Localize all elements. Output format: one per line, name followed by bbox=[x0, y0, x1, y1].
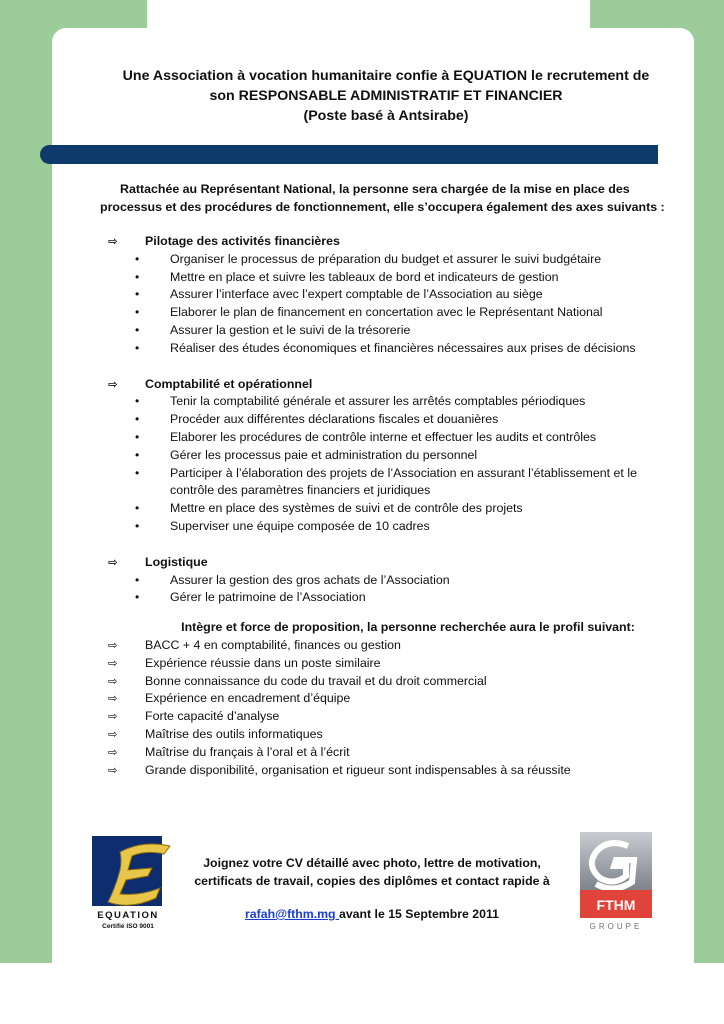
section-title bbox=[108, 554, 678, 572]
list-item-text: Mettre en place des systèmes de suivi et de contrôle des projets bbox=[170, 501, 523, 516]
bullet-list bbox=[108, 572, 678, 608]
profile-section bbox=[108, 619, 678, 779]
list-item-text: Mettre en place et suivre les tableaux de bord et indicateurs de gestion bbox=[170, 269, 559, 284]
footer-email-line bbox=[180, 905, 564, 923]
section-title-text: Comptabilité et opérationnel bbox=[145, 376, 313, 391]
requirement-item bbox=[108, 690, 678, 708]
section-title-text: Pilotage des activités financières bbox=[145, 234, 340, 248]
bullet-icon: • bbox=[135, 501, 140, 516]
bullet-icon: • bbox=[135, 322, 140, 337]
requirement-item bbox=[108, 673, 678, 691]
title-line-3: (Poste basé à Antsirabe) bbox=[303, 108, 469, 124]
right-green-frame bbox=[694, 0, 724, 963]
navy-banner bbox=[40, 145, 658, 164]
requirement-text: Forte capacité d’analyse bbox=[145, 709, 280, 724]
fthm-logo-sub: GROUPE bbox=[589, 922, 643, 931]
equation-logo-name: EQUATION bbox=[97, 910, 159, 921]
list-item bbox=[108, 269, 678, 287]
bullet-icon: • bbox=[135, 590, 140, 605]
title-line-1: Une Association à vocation humanitaire confie à EQUATION le recrutement de bbox=[122, 68, 650, 84]
deadline-text: avant le 15 Septembre 2011 bbox=[339, 907, 499, 921]
arrow-icon: ⇨ bbox=[108, 744, 118, 759]
list-item-text: Procéder aux différentes déclarations fiscales et douanières bbox=[170, 412, 499, 427]
list-item bbox=[108, 447, 678, 465]
list-item-text: Gérer les processus paie et administration du personnel bbox=[170, 447, 478, 462]
list-item bbox=[108, 500, 678, 518]
main-content bbox=[108, 233, 678, 779]
list-item bbox=[108, 411, 678, 429]
list-item-text: Assurer la gestion et le suivi de la trésorerie bbox=[170, 322, 411, 337]
footer-line-1: Joignez votre CV détaillé avec photo, lettre de motivation, bbox=[203, 856, 541, 870]
list-item bbox=[108, 518, 678, 536]
arrow-icon: ⇨ bbox=[108, 554, 118, 569]
footer-line-2: certificats de travail, copies des diplômes et contact rapide à bbox=[194, 874, 550, 888]
bullet-icon: • bbox=[135, 412, 140, 427]
list-item bbox=[108, 286, 678, 304]
list-item-text: Gérer le patrimoine de l’Association bbox=[170, 590, 366, 605]
list-item-text: Superviser une équipe composée de 10 cadres bbox=[170, 518, 430, 533]
list-item bbox=[108, 340, 678, 358]
list-item-text: Organiser le processus de préparation du budget et assurer le suivi budgétaire bbox=[170, 251, 602, 266]
arrow-icon: ⇨ bbox=[108, 637, 118, 652]
list-item-text: Elaborer les procédures de contrôle interne et effectuer les audits et contrôles bbox=[170, 429, 597, 444]
list-item bbox=[108, 304, 678, 322]
requirement-item bbox=[108, 655, 678, 673]
requirement-text: Grande disponibilité, organisation et rigueur sont indispensables à sa réussite bbox=[145, 762, 571, 777]
equation-logo bbox=[90, 834, 174, 930]
bullet-icon: • bbox=[135, 518, 140, 533]
list-item bbox=[108, 322, 678, 340]
arrow-icon: ⇨ bbox=[108, 726, 118, 741]
arrow-icon: ⇨ bbox=[108, 655, 118, 670]
section-title-text: Logistique bbox=[145, 554, 208, 569]
list-item bbox=[108, 589, 678, 607]
bullet-icon: • bbox=[135, 287, 140, 302]
requirement-text: Bonne connaissance du code du travail et du droit commercial bbox=[145, 673, 487, 688]
arrow-icon: ⇨ bbox=[108, 234, 118, 248]
fthm-logo bbox=[578, 832, 656, 932]
requirement-item bbox=[108, 762, 678, 780]
page-title bbox=[60, 66, 712, 126]
list-item-text: Elaborer le plan de financement en concertation avec le Représentant National bbox=[170, 305, 603, 320]
requirement-item bbox=[108, 726, 678, 744]
section-title bbox=[108, 376, 678, 394]
list-item-text: Assurer l’interface avec l’expert comptable de l’Association au siège bbox=[170, 287, 543, 302]
list-item-text: Participer à l’élaboration des projets de l’Association en assurant l’établissement et le contrôle des paramètres financiers et juridiques bbox=[170, 465, 637, 498]
requirement-item bbox=[108, 637, 678, 655]
requirement-text: Maîtrise du français à l’oral et à l’écrit bbox=[145, 744, 350, 759]
left-green-frame bbox=[0, 0, 52, 963]
section-2 bbox=[108, 554, 678, 607]
section-title bbox=[108, 233, 678, 251]
arrow-icon: ⇨ bbox=[108, 709, 118, 724]
bullet-icon: • bbox=[135, 340, 140, 355]
profile-title: Intègre et force de proposition, la personne recherchée aura le profil suivant: bbox=[181, 620, 635, 635]
section-0 bbox=[108, 233, 678, 358]
arrow-icon: ⇨ bbox=[108, 762, 118, 777]
requirement-item bbox=[108, 708, 678, 726]
arrow-icon: ⇨ bbox=[108, 673, 118, 688]
list-item-text: Réaliser des études économiques et financières nécessaires aux prises de décisions bbox=[170, 340, 636, 355]
list-item bbox=[108, 465, 678, 501]
bullet-icon: • bbox=[135, 251, 140, 266]
bullet-icon: • bbox=[135, 447, 140, 462]
list-item bbox=[108, 572, 678, 590]
email-link[interactable]: rafah@fthm.mg bbox=[245, 907, 339, 921]
intro-line-1: Rattachée au Représentant National, la personne sera chargée de la mise en place des bbox=[120, 182, 630, 196]
requirement-text: BACC + 4 en comptabilité, finances ou gestion bbox=[145, 637, 401, 652]
bullet-icon: • bbox=[135, 429, 140, 444]
list-item bbox=[108, 429, 678, 447]
list-item-text: Tenir la comptabilité générale et assurer les arrêtés comptables périodiques bbox=[170, 394, 586, 409]
bullet-list bbox=[108, 251, 678, 358]
application-instructions bbox=[180, 854, 564, 923]
arrow-icon: ⇨ bbox=[108, 691, 118, 706]
requirement-text: Maîtrise des outils informatiques bbox=[145, 726, 323, 741]
bullet-icon: • bbox=[135, 465, 140, 480]
bullet-icon: • bbox=[135, 572, 140, 587]
bullet-icon: • bbox=[135, 394, 140, 409]
bullet-icon: • bbox=[135, 269, 140, 284]
bullet-list bbox=[108, 393, 678, 535]
bullet-icon: • bbox=[135, 305, 140, 320]
fthm-logo-name: FTHM bbox=[596, 897, 636, 913]
section-1 bbox=[108, 376, 678, 536]
arrow-icon: ⇨ bbox=[108, 376, 118, 391]
equation-logo-cert: Certifié ISO 9001 bbox=[102, 923, 154, 930]
list-item bbox=[108, 393, 678, 411]
title-line-2: son RESPONSABLE ADMINISTRATIF ET FINANCIER bbox=[209, 88, 563, 104]
requirement-item bbox=[108, 744, 678, 762]
intro-line-2: processus et des procédures de fonctionnement, elle s’occupera également des axes suivants : bbox=[100, 200, 665, 214]
list-item bbox=[108, 251, 678, 269]
list-item-text: Assurer la gestion des gros achats de l’Association bbox=[170, 572, 450, 587]
intro-paragraph bbox=[100, 180, 680, 216]
requirement-text: Expérience en encadrement d’équipe bbox=[145, 691, 351, 706]
requirement-text: Expérience réussie dans un poste similaire bbox=[145, 655, 381, 670]
